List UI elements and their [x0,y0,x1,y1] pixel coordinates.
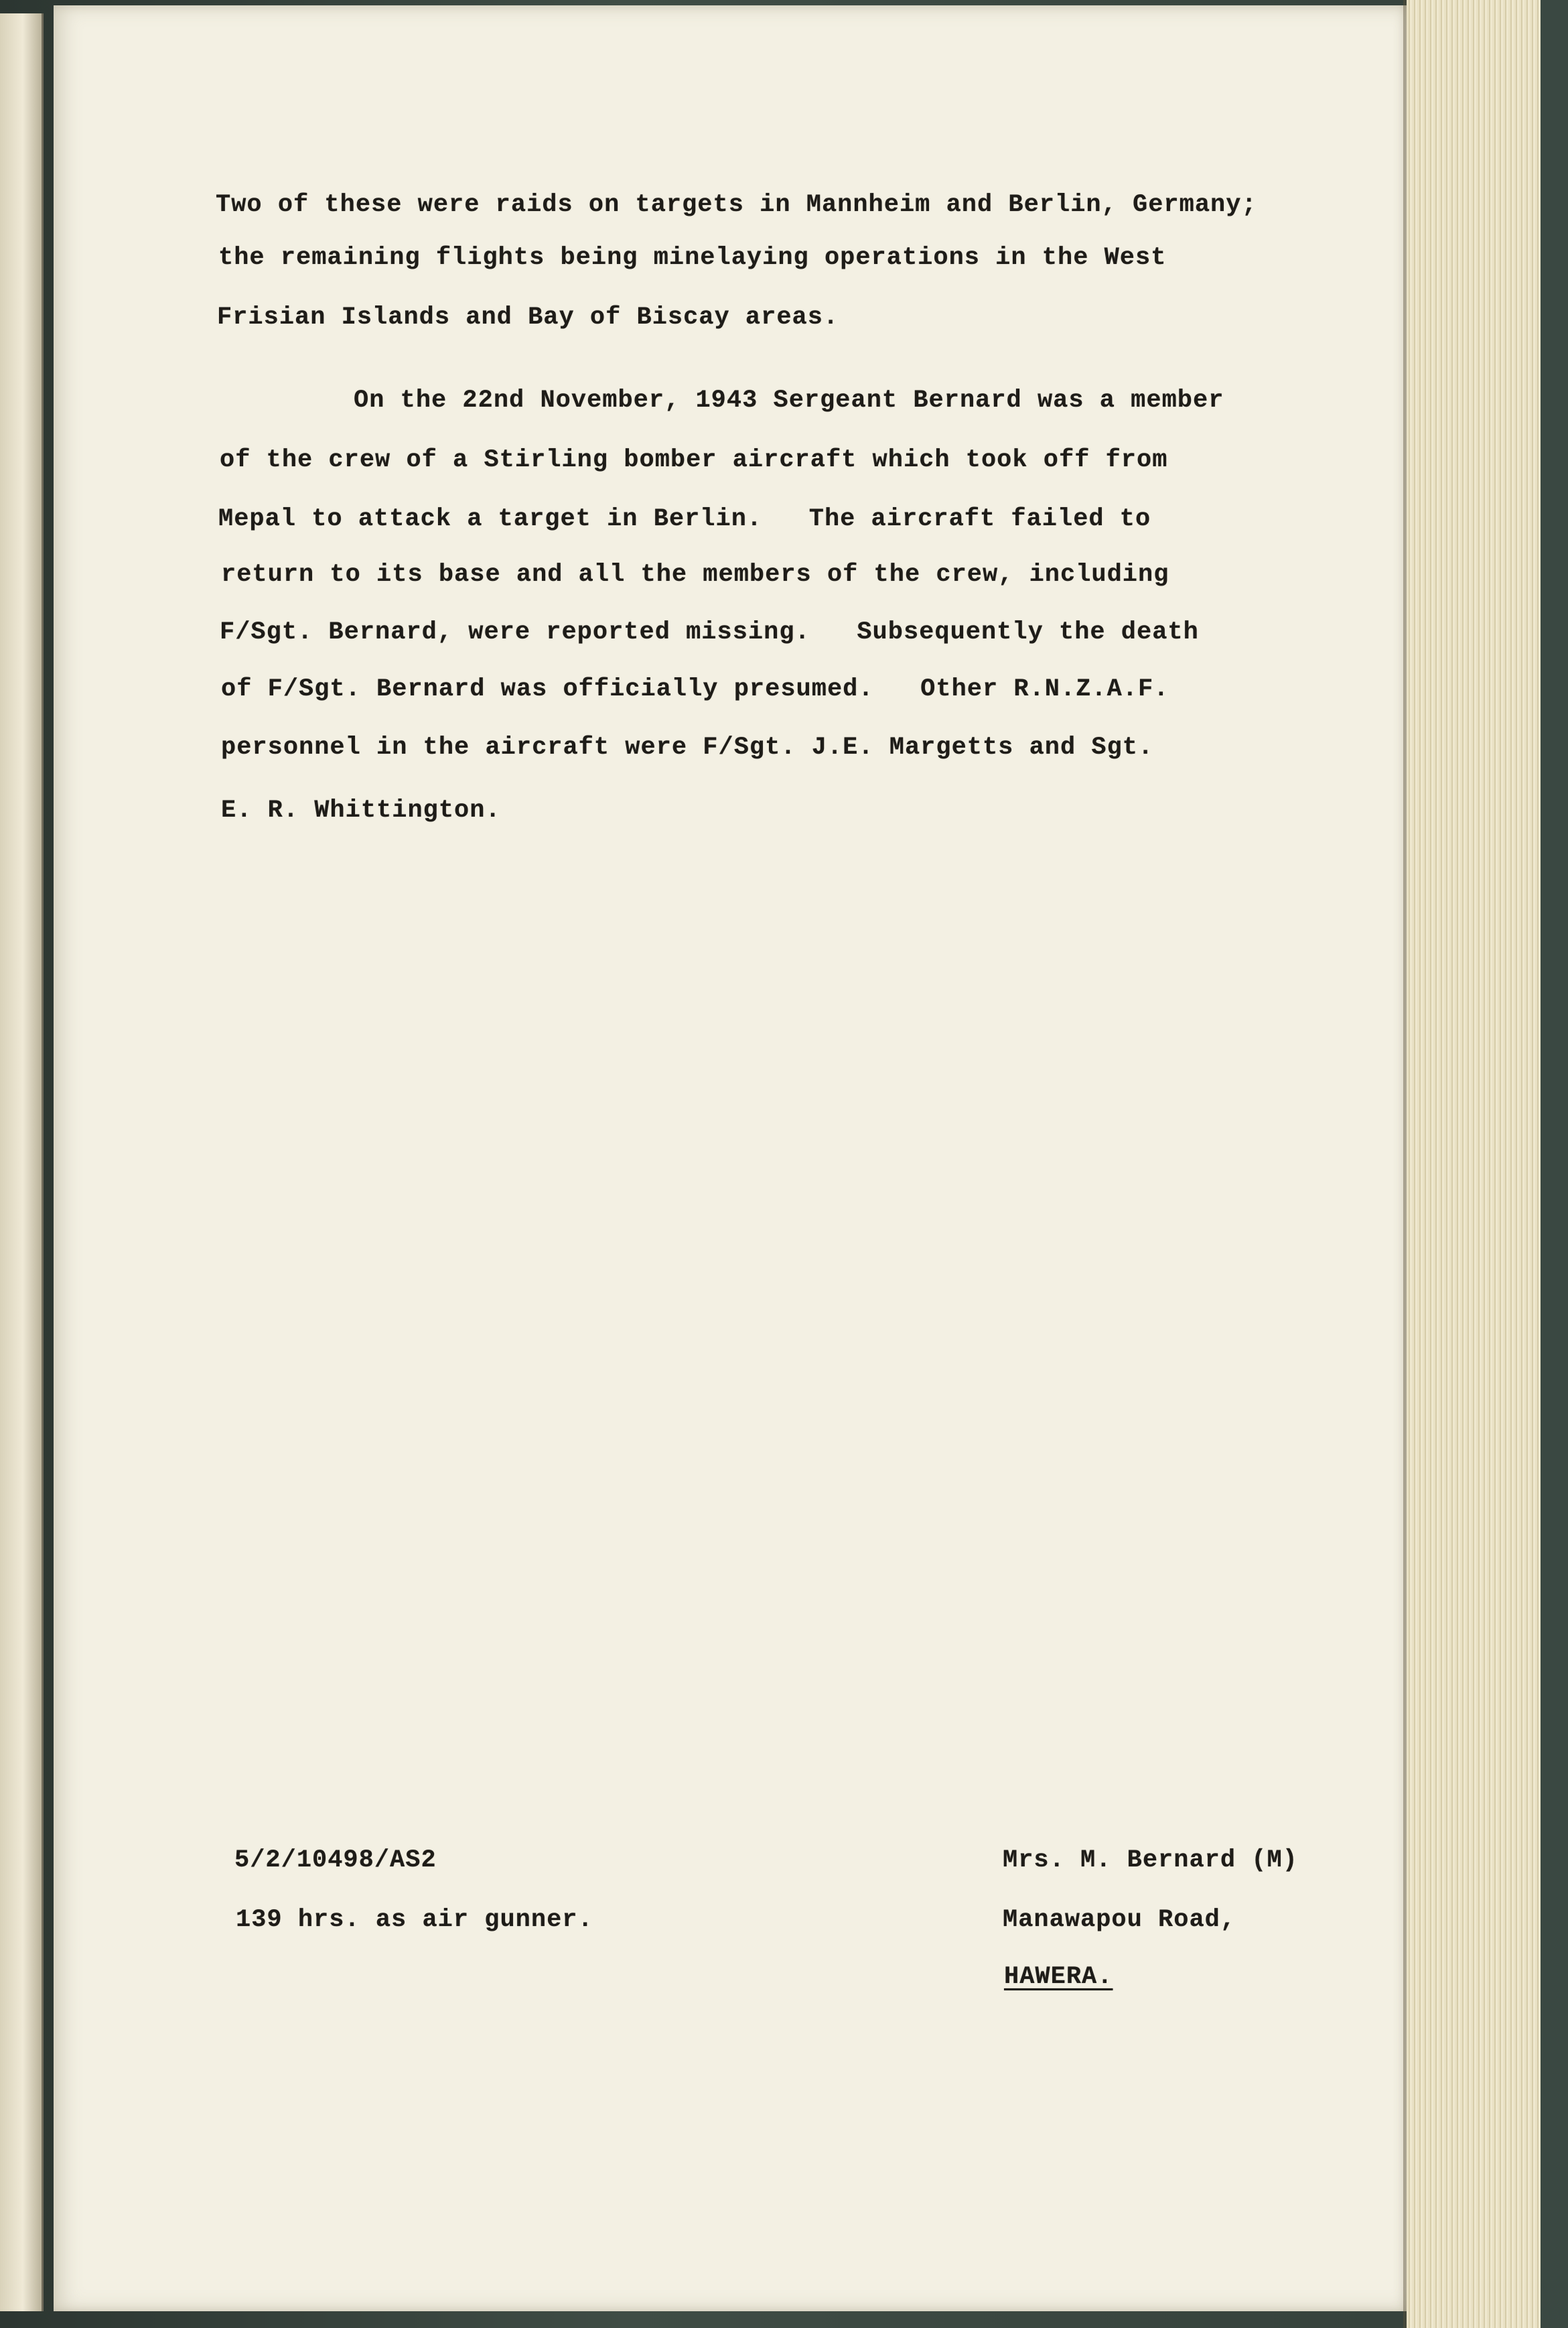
flying-hours: 139 hrs. as air gunner. [236,1906,593,1934]
addressee-street: Manawapou Road, [1003,1906,1236,1934]
paragraph-1-line-2: the remaining flights being minelaying operations in the West [218,244,1167,272]
paragraph-2-line-3: Mepal to attack a target in Berlin. The aircraft failed to [218,505,1151,533]
paragraph-2-line-8: E. R. Whittington. [221,797,501,825]
paragraph-1-line-3: Frisian Islands and Bay of Biscay areas. [217,303,839,332]
paragraph-1-line-1: Two of these were raids on targets in Mannheim and Berlin, Germany; [216,191,1257,219]
paragraph-2-line-7: personnel in the aircraft were F/Sgt. J.E. Margetts and Sgt. [221,734,1154,762]
paragraph-2-line-6: of F/Sgt. Bernard was officially presumed. Other R.N.Z.A.F. [221,675,1169,703]
paragraph-2-line-2: of the crew of a Stirling bomber aircraft which took off from [220,446,1168,474]
file-reference: 5/2/10498/AS2 [234,1846,437,1874]
paragraph-2-line-5: F/Sgt. Bernard, were reported missing. Subsequently the death [220,618,1199,646]
addressee-name: Mrs. M. Bernard (M) [1003,1846,1298,1874]
paragraph-2-line-4: return to its base and all the members of the crew, including [221,561,1169,589]
paragraph-2-line-1: On the 22nd November, 1943 Sergeant Bernard was a member [354,387,1224,415]
addressee-town: HAWERA. [1004,1963,1113,1991]
